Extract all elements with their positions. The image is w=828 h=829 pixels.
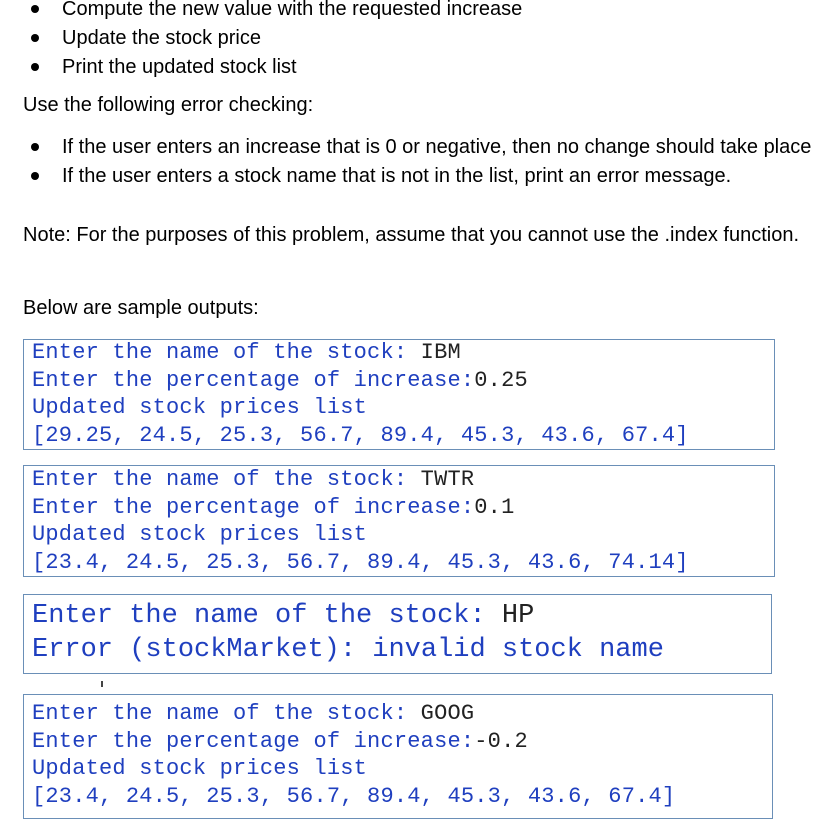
- console-line: Enter the name of the stock: IBM: [32, 340, 461, 365]
- list-item: If the user enters an increase that is 0 or negative, then no change should take place: [0, 133, 828, 162]
- console-line: [23.4, 24.5, 25.3, 56.7, 89.4, 45.3, 43.6, 74.14]: [32, 549, 689, 575]
- error-checking-list: [0, 133, 828, 191]
- console-line: Updated stock prices list: [32, 756, 368, 781]
- sample-output-box: [23, 339, 775, 450]
- console-line: Enter the name of the stock: TWTR: [32, 467, 475, 492]
- list-item: Update the stock price: [0, 24, 828, 53]
- console-line: Enter the percentage of increase:-0.2: [32, 728, 528, 754]
- error-checking-heading: Use the following error checking:: [23, 94, 314, 116]
- console-line: Enter the name of the stock: HP: [32, 601, 535, 631]
- bullet-icon: [31, 143, 39, 151]
- list-item: If the user enters a stock name that is not in the list, print an error message.: [0, 162, 828, 191]
- bullet-icon: [31, 172, 39, 180]
- console-line: Updated stock prices list: [32, 395, 368, 420]
- console-line: Enter the name of the stock: GOOG: [32, 701, 475, 726]
- console-line: [23.4, 24.5, 25.3, 56.7, 89.4, 45.3, 43.6, 67.4]: [32, 783, 676, 809]
- console-line: Updated stock prices list: [32, 522, 368, 547]
- cursor-mark: [101, 681, 103, 687]
- list-item: Print the updated stock list: [0, 53, 828, 82]
- samples-heading: Below are sample outputs:: [23, 297, 259, 319]
- console-line: Enter the percentage of increase:0.25: [32, 367, 528, 393]
- bullet-icon: [31, 5, 39, 13]
- console-line: Error (stockMarket): invalid stock name: [32, 635, 664, 665]
- note-paragraph: Note: For the purposes of this problem, assume that you cannot use the .index function.: [23, 224, 799, 246]
- console-line: Enter the percentage of increase:0.1: [32, 494, 515, 520]
- steps-list: [0, 0, 828, 82]
- sample-output-box: [23, 694, 773, 819]
- bullet-icon: [31, 34, 39, 42]
- console-line: [29.25, 24.5, 25.3, 56.7, 89.4, 45.3, 43.6, 67.4]: [32, 422, 689, 448]
- sample-output-box: [23, 594, 772, 674]
- list-item: Compute the new value with the requested increase: [0, 0, 828, 24]
- sample-output-box: [23, 465, 775, 577]
- bullet-icon: [31, 63, 39, 71]
